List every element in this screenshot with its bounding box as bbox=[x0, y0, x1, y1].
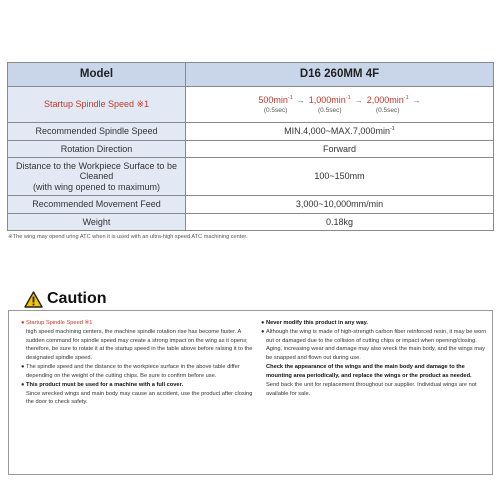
startup-speed-value bbox=[186, 87, 494, 123]
bullet-icon: ● bbox=[21, 381, 25, 388]
startup-step-unit: -1 bbox=[287, 94, 293, 101]
bullet-icon: ● bbox=[261, 320, 265, 326]
bullet-icon: ● bbox=[21, 320, 25, 326]
caution-item bbox=[21, 319, 253, 363]
startup-speed-flow bbox=[186, 95, 493, 115]
rotation-value: Forward bbox=[186, 140, 494, 158]
distance-label-line1: Distance to the Workpiece Surface to be Cleaned bbox=[16, 160, 177, 182]
feed-label: Recommended Movement Feed bbox=[8, 196, 186, 214]
startup-speed-label: Startup Spindle Speed ※1 bbox=[8, 87, 186, 123]
startup-speed-row bbox=[8, 87, 494, 123]
caution-right-column bbox=[261, 319, 489, 398]
startup-step bbox=[258, 95, 292, 115]
recommended-speed-row bbox=[8, 123, 494, 141]
table-header-row bbox=[8, 63, 494, 87]
arrow-right-icon: → bbox=[354, 95, 363, 105]
caution-item bbox=[21, 363, 253, 381]
rotation-label: Rotation Direction bbox=[8, 140, 186, 158]
recommended-speed-unit: -1 bbox=[389, 126, 395, 133]
model-header-label: Model bbox=[8, 63, 186, 87]
startup-step-speed: 500min bbox=[258, 94, 288, 105]
caution-wear-text: Although the wing is made of high-strength carbon fiber reinforced resin, it may be worn out or damaged due to the collision of cutting chips or impact when opening/closing. Aging, increasing wear and damage may also wreck the main body, and the wings may be snapped and flown out during use. bbox=[266, 328, 487, 362]
arrow-right-icon: → bbox=[296, 95, 305, 105]
caution-full-cover-bold: This product must be used for a machine with a full cover. bbox=[26, 381, 184, 388]
startup-step-speed: 2,000min bbox=[366, 94, 404, 105]
recommended-speed-label: Recommended Spindle Speed bbox=[8, 123, 186, 141]
startup-step-unit: -1 bbox=[403, 94, 409, 101]
caution-startup-text: high speed machining centers, the machine spindle rotation rise has become faster. A sudden command for spindle speed may create a strong impact on the wing as it opens; therefore, be sure to rotate it at the startup speed in the table above before raising it to the designated spindle speed. bbox=[26, 328, 253, 362]
recommended-speed-value bbox=[186, 123, 494, 141]
distance-label bbox=[8, 158, 186, 196]
caution-title: Caution bbox=[47, 290, 107, 307]
caution-box bbox=[8, 310, 493, 475]
startup-step-duration: (0.5sec) bbox=[263, 106, 288, 114]
warning-triangle-icon bbox=[24, 291, 43, 308]
caution-check-bold: Check the appearance of the wings and the main body and damage to the mounting area periodically, and replace the wings or the product as needed. bbox=[266, 364, 472, 379]
startup-step-duration: (0.5sec) bbox=[375, 106, 400, 114]
spec-table bbox=[7, 62, 494, 231]
startup-step bbox=[367, 95, 409, 115]
weight-label: Weight bbox=[8, 213, 186, 231]
feed-row bbox=[8, 196, 494, 214]
caution-item bbox=[21, 381, 253, 407]
caution-item bbox=[261, 328, 489, 399]
startup-step bbox=[309, 95, 351, 115]
distance-label-line2: (with wing opened to maximum) bbox=[32, 181, 161, 192]
caution-header bbox=[24, 290, 107, 308]
startup-step-unit: -1 bbox=[345, 94, 351, 101]
weight-value: 0.18kg bbox=[186, 213, 494, 231]
caution-spindle-text: The spindle speed and the distance to the workpiece surface in the above table differ depending on the weight of the cutting chips. Be sure to confirm before use. bbox=[26, 364, 240, 379]
footnote: ※The wing may opend uring ATC when it is used with an ultra-high speed ATC machining center. bbox=[8, 234, 248, 240]
model-header-value: D16 260MM 4F bbox=[186, 63, 494, 87]
startup-step-speed: 1,000min bbox=[308, 94, 346, 105]
distance-row bbox=[8, 158, 494, 196]
arrow-right-icon: → bbox=[412, 95, 421, 105]
caution-startup-heading: Startup Spindle Speed ※1 bbox=[26, 320, 93, 326]
caution-item bbox=[261, 319, 489, 328]
weight-row bbox=[8, 213, 494, 231]
caution-left-column bbox=[21, 319, 253, 407]
caution-send-back-text: Send back the unit for replacement throughout our supplier. Individual wings are not available for sale. bbox=[266, 381, 477, 397]
bullet-icon: ● bbox=[21, 364, 25, 371]
recommended-speed-text: MIN.4,000~MAX.7,000min bbox=[284, 126, 390, 137]
feed-value: 3,000~10,000mm/min bbox=[186, 196, 494, 214]
startup-step-duration: (0.5sec) bbox=[318, 106, 342, 114]
rotation-row bbox=[8, 140, 494, 158]
caution-full-cover-text: Since wrecked wings and main body may cause an accident, use the product after closing the door to check safety. bbox=[26, 390, 253, 406]
distance-value: 100~150mm bbox=[186, 158, 494, 196]
caution-never-modify: Never modify this product in any way. bbox=[266, 320, 368, 326]
bullet-icon: ● bbox=[261, 328, 265, 335]
